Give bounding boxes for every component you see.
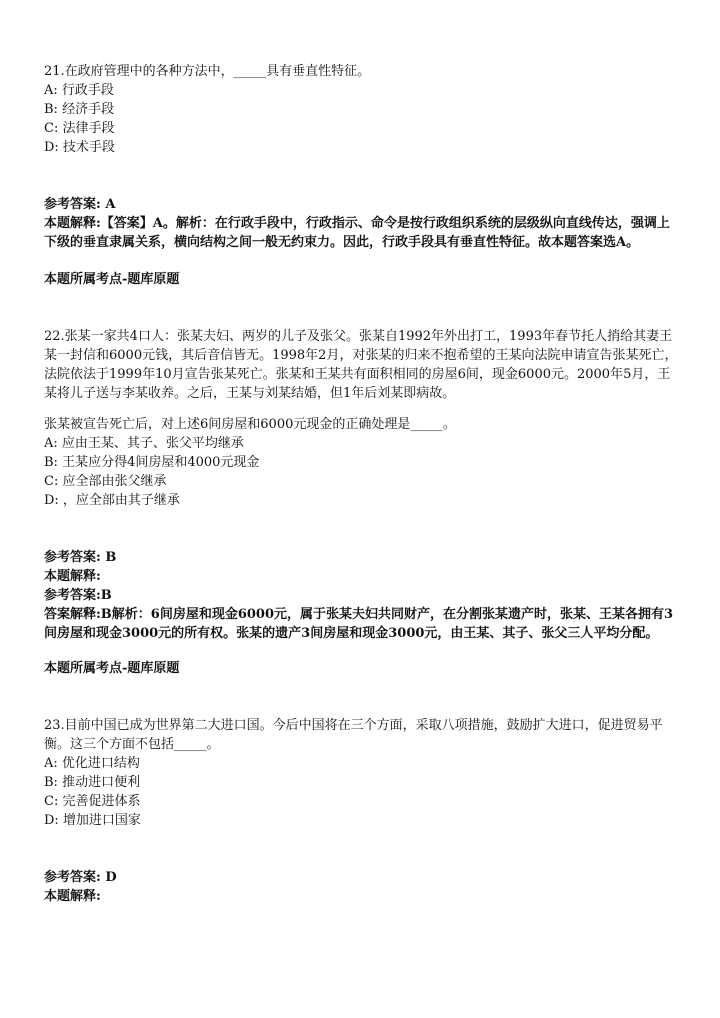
option-d: D: 技术手段 [44, 140, 115, 155]
explanation-label: 本题解释: [44, 569, 101, 584]
answer-explanation: 本题解释:【答案】A。解析：在行政手段中，行政指示、命令是按行政组织系统的层级纵向直线传达，强调上下级的垂直隶属关系，横向结构之间一般无约束力。因此，行政手段具有垂直性特征。故本题答案选A。 [44, 216, 670, 250]
exam-page [44, 62, 680, 906]
question-21 [44, 62, 680, 289]
option-d: D: 增加进口国家 [44, 813, 141, 828]
option-a: A: 应由王某、其子、张父平均继承 [44, 436, 244, 451]
option-b: B: 推动进口便利 [44, 775, 141, 790]
option-b: B: 经济手段 [44, 102, 115, 117]
question-stem: 22.张某一家共4口人：张某夫妇、两岁的儿子及张父。张某自1992年外出打工，1993年春节托人捎给其妻王某一封信和6000元钱，其后音信皆无。1998年2月，对张某的归来不抱希望的王某向法院申请宣告张某死亡，法院依法于1999年10月宣告张某死亡。张某和王某共有面积相同的房屋6间，现金6000元。2000年5月，王某将儿子送与李某收养。之后，王某与刘某结婚，但1年后刘某即病故。 [44, 329, 678, 401]
option-c: C: 应全部由张父继承 [44, 474, 167, 489]
question-stem: 23.目前中国已成为世界第二大进口国。今后中国将在三个方面，采取八项措施，鼓励扩大进口，促进贸易平衡。这三个方面不包括_____。 [44, 718, 663, 752]
option-c: C: 完善促进体系 [44, 794, 141, 809]
explanation-label: 本题解释: [44, 889, 101, 904]
reference-answer: 参考答案: D [44, 870, 117, 885]
answer-explanation: 答案解释:B解析：6间房屋和现金6000元，属于张某夫妇共同财产，在分割张某遗产时，张某、王某各拥有3间房屋和现金3000元的所有权。张某的遗产3间房屋和现金3000元，由王某、其子、张父三人平均分配。 [44, 607, 674, 641]
topic-label: 本题所属考点-题库原题 [44, 272, 180, 287]
option-a: A: 优化进口结构 [44, 756, 140, 771]
question-stem: 21.在政府管理中的各种方法中，_____具有垂直性特征。 [44, 64, 371, 79]
reference-answer: 参考答案: B [44, 550, 117, 565]
option-c: C: 法律手段 [44, 121, 115, 136]
reference-answer: 参考答案: A [44, 197, 116, 212]
topic-label: 本题所属考点-题库原题 [44, 661, 180, 676]
option-a: A: 行政手段 [44, 83, 114, 98]
option-b: B: 王某应分得4间房屋和4000元现金 [44, 455, 260, 470]
question-prompt: 张某被宣告死亡后，对上述6间房屋和6000元现金的正确处理是_____。 [44, 417, 456, 432]
question-22 [44, 327, 680, 678]
option-d: D: ，应全部由其子继承 [44, 493, 180, 508]
question-23 [44, 716, 680, 906]
reference-answer-repeat: 参考答案:B [44, 588, 112, 603]
